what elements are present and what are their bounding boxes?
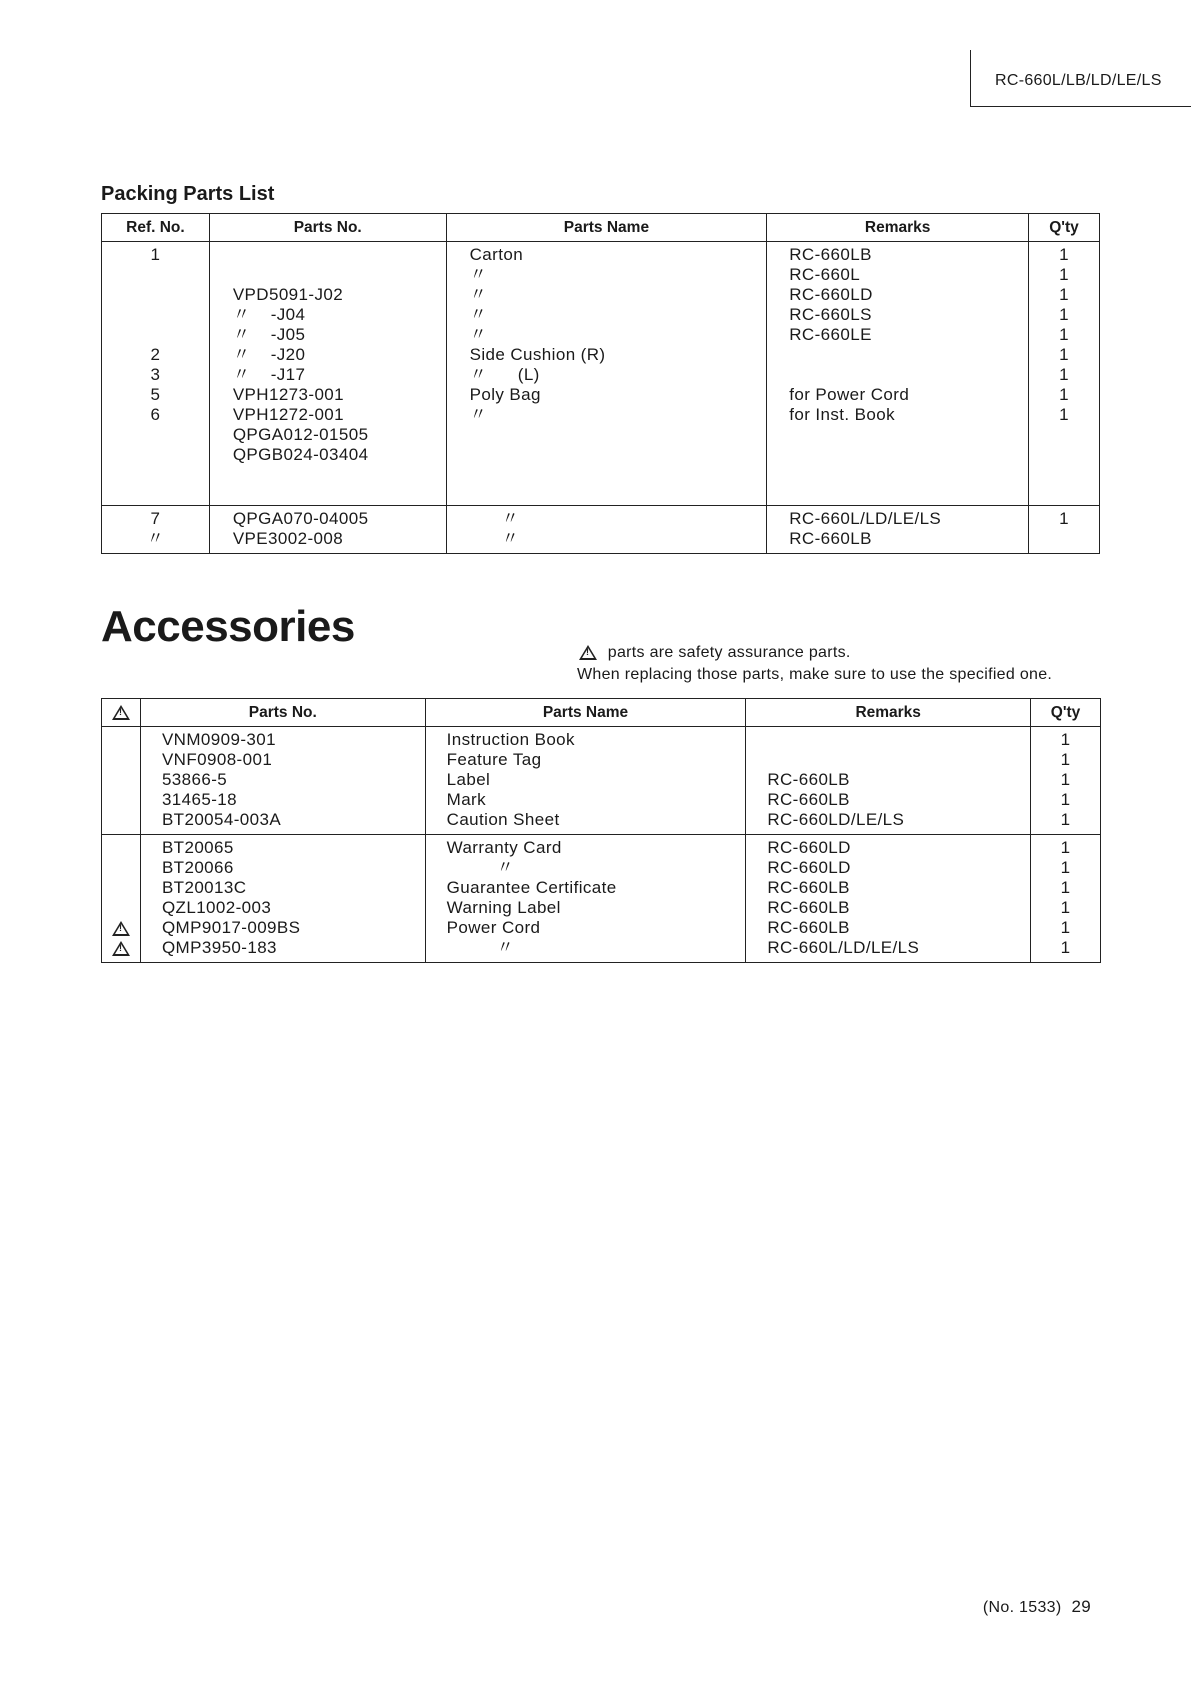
qty-cell: 1 1 1 1 1 (1031, 727, 1101, 835)
packing-group-1 (102, 242, 1100, 506)
warning-triangle-icon (112, 941, 130, 956)
accessories-header-row (102, 699, 1101, 727)
qty-cell: 1 1 1 1 1 1 (1031, 835, 1101, 963)
warning-triangle-icon (112, 705, 130, 720)
col-remarks: Remarks (746, 699, 1031, 727)
col-remarks: Remarks (767, 214, 1029, 242)
page-number: 29 (1071, 1597, 1091, 1616)
col-parts-no: Parts No. (209, 214, 446, 242)
remarks-cell: RC-660LB RC-660LB RC-660LD/LE/LS (746, 727, 1031, 835)
col-qty: Q'ty (1029, 214, 1100, 242)
warning-triangle-icon (112, 921, 130, 936)
parts-name-cell: Carton 〃 〃 〃 〃 Side Cushion (R) 〃 (L) Poly Bag 〃 (446, 242, 767, 506)
remarks-cell: RC-660L/LD/LE/LS RC-660LB (767, 506, 1029, 554)
parts-name-cell: Instruction Book Feature Tag Label Mark Caution Sheet (425, 727, 746, 835)
qty-cell: 1 (1029, 506, 1100, 554)
remarks-cell: RC-660LB RC-660L RC-660LD RC-660LS RC-660LE for Power Cord for Inst. Book (767, 242, 1029, 506)
col-ref-no: Ref. No. (102, 214, 210, 242)
remarks-cell: RC-660LD RC-660LD RC-660LB RC-660LB RC-660LB RC-660L/LD/LE/LS (746, 835, 1031, 963)
col-safety (102, 699, 141, 727)
accessories-table (101, 698, 1101, 963)
parts-no-cell: QPGA070-04005 VPE3002-008 (209, 506, 446, 554)
col-parts-no: Parts No. (140, 699, 425, 727)
packing-table (101, 213, 1100, 554)
safety-cell (102, 835, 141, 963)
model-number: RC-660L/LB/LD/LE/LS (995, 72, 1162, 89)
accessories-group-2 (102, 835, 1101, 963)
table-row (102, 242, 1100, 506)
table-row (102, 835, 1101, 963)
col-qty: Q'ty (1031, 699, 1101, 727)
packing-title: Packing Parts List (101, 183, 275, 205)
ref-no-cell: 1 2 3 5 6 (102, 242, 210, 506)
packing-header-row (102, 214, 1100, 242)
accessories-title: Accessories (101, 602, 355, 651)
safety-cell (102, 727, 141, 835)
safety-note-line-1: ! parts are safety assurance parts. (579, 644, 851, 662)
parts-no-cell: BT20065 BT20066 BT20013C QZL1002-003 QMP9017-009BS QMP3950-183 (140, 835, 425, 963)
table-row (102, 727, 1101, 835)
safety-note-line-2: When replacing those parts, make sure to use the specified one. (577, 666, 1053, 683)
col-parts-name: Parts Name (425, 699, 746, 727)
ref-no-cell: 7 〃 (102, 506, 210, 554)
model-header-box (970, 50, 1191, 107)
parts-name-cell: Warranty Card 〃 Guarantee Certificate Warning Label Power Cord 〃 (425, 835, 746, 963)
document-number: (No. 1533) (982, 1599, 1062, 1616)
parts-no-cell: VNM0909-301 VNF0908-001 53866-5 31465-18 BT20054-003A (140, 727, 425, 835)
qty-cell: 1 1 1 1 1 1 1 1 1 (1029, 242, 1100, 506)
warning-triangle-icon (579, 645, 597, 660)
parts-name-cell: 〃 〃 (446, 506, 767, 554)
packing-group-2 (102, 506, 1100, 554)
page-footer (983, 1597, 1091, 1617)
table-row (102, 506, 1100, 554)
col-parts-name: Parts Name (446, 214, 767, 242)
accessories-group-1 (102, 727, 1101, 835)
parts-no-cell: VPD5091-J02 〃 -J04 〃 -J05 〃 -J20 〃 -J17 VPH1273-001 VPH1272-001 QPGA012-01505 QPGB024-03404 (209, 242, 446, 506)
